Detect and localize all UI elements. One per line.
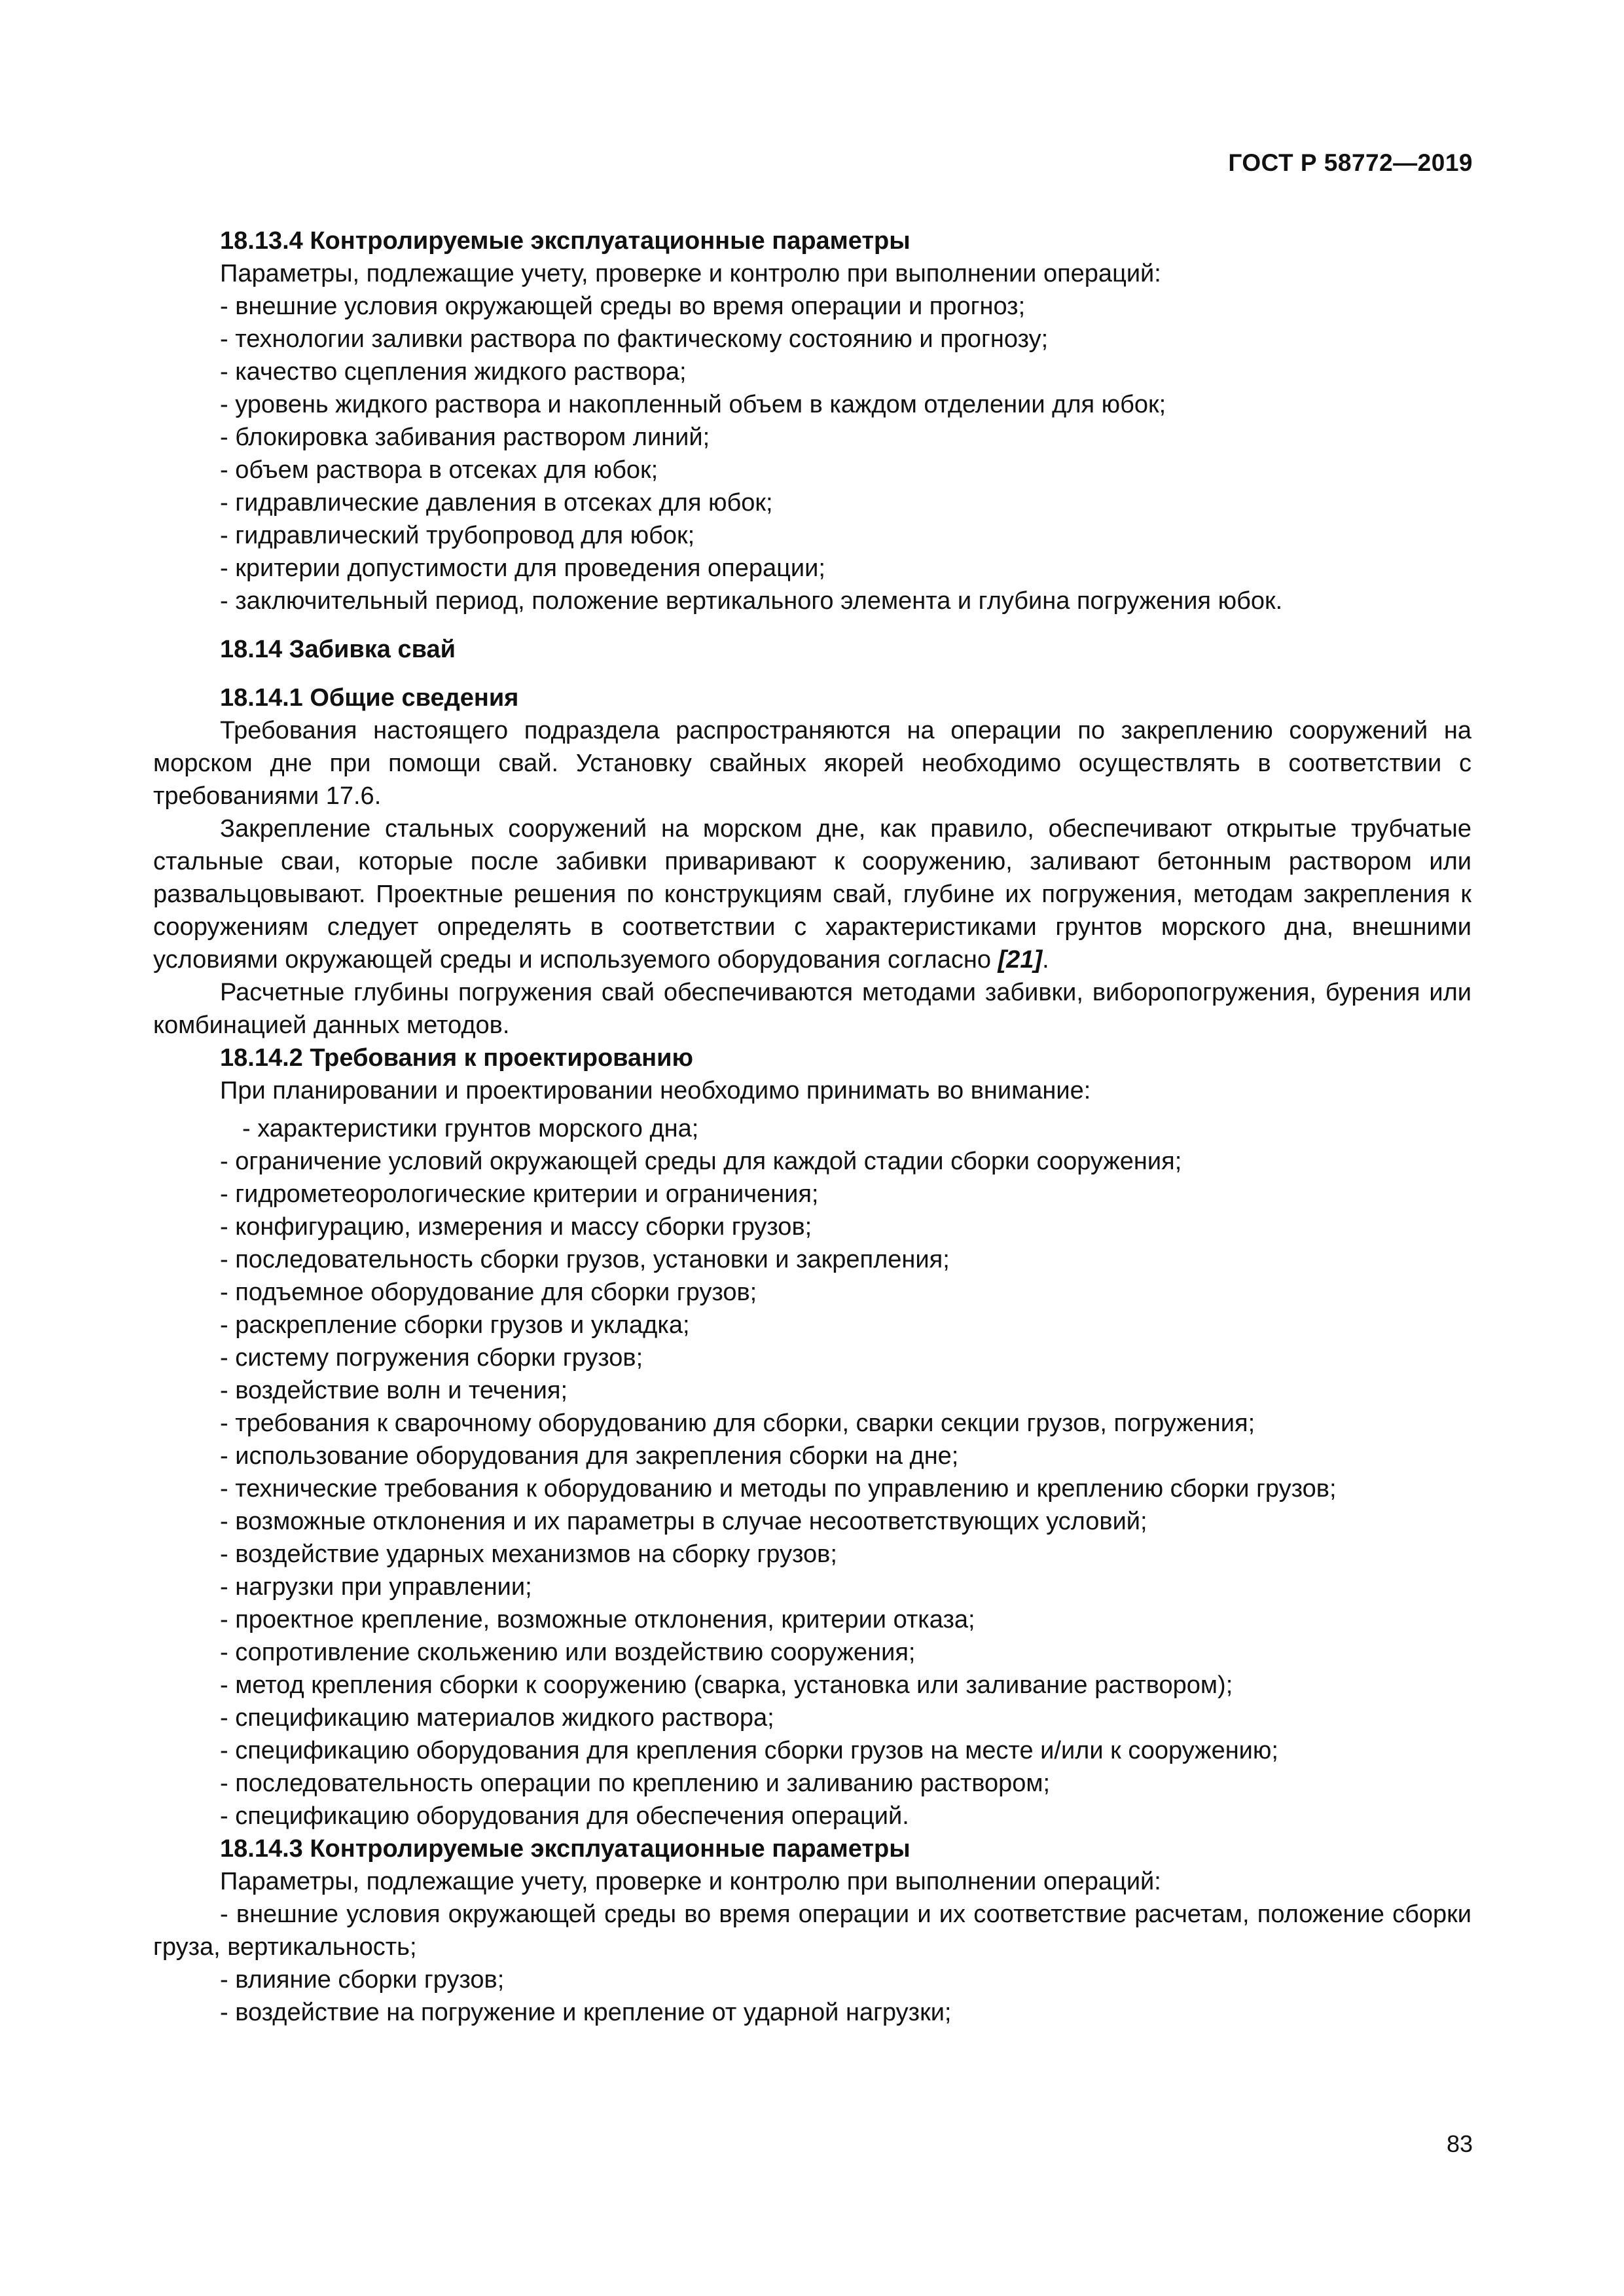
list-item: - возможные отклонения и их параметры в случае несоответствующих условий; — [220, 1508, 1147, 1535]
section-heading-18-14-2: 18.14.2 Требования к проектированию — [220, 1044, 693, 1072]
paragraph — [153, 812, 1471, 976]
document-body — [153, 225, 1471, 2029]
bibliography-reference: [21] — [998, 946, 1043, 974]
paragraph: При планировании и проектировании необходимо принимать во внимание: — [220, 1077, 1091, 1104]
section-heading-18-14: 18.14 Забивка свай — [220, 636, 456, 663]
list-item: - заключительный период, положение вертикального элемента и глубина погружения юбок. — [220, 587, 1283, 615]
paragraph: Расчетные глубины погружения свай обеспечиваются методами забивки, виборопогружения, бурения или комбинацией данных методов. — [153, 979, 1471, 1039]
list-item: - гидравлический трубопровод для юбок; — [220, 522, 695, 549]
list-item: - подъемное оборудование для сборки грузов; — [220, 1279, 757, 1306]
list-item: - блокировка забивания раствором линий; — [220, 424, 710, 451]
list-item: - критерии допустимости для проведения операции; — [220, 555, 825, 582]
list-item: - воздействие ударных механизмов на сборку грузов; — [220, 1540, 837, 1568]
list-item: - гидравлические давления в отсеках для юбок; — [220, 489, 773, 517]
section-heading-18-14-3: 18.14.3 Контролируемые эксплуатационные параметры — [220, 1835, 911, 1863]
paragraph-end: . — [1042, 946, 1049, 974]
list-18-14-2 — [153, 1112, 1471, 1832]
paragraph: Требования настоящего подраздела распространяются на операции по закреплению сооружений на морском дне при помощи свай. Установку свайных якорей необходимо осуществлять в соответствии с требованиями 17.6. — [153, 717, 1471, 810]
list-item: - качество сцепления жидкого раствора; — [220, 358, 687, 386]
list-item: - раскрепление сборки грузов и укладка; — [220, 1311, 690, 1339]
list-item: - уровень жидкого раствора и накопленный объем в каждом отделении для юбок; — [220, 391, 1166, 418]
list-item: - спецификацию материалов жидкого раствора; — [220, 1704, 774, 1732]
paragraph-text: Закрепление стальных сооружений на морском дне, как правило, обеспечивают открытые трубчатые стальные сваи, которые после забивки приваривают к сооружению, заливают бетонным раствором или развальцовывают. Проектные решения по конструкциям свай, глубине их погружения, методам закрепления к сооружениям следует определять в соответствии с характеристиками грунтов морского дна, внешними условиями окружающей среды и используемого оборудования согласно — [153, 815, 1471, 974]
paragraph: Параметры, подлежащие учету, проверке и контролю при выполнении операций: — [220, 260, 1161, 287]
section-heading-18-14-1: 18.14.1 Общие сведения — [220, 684, 519, 712]
page-number: 83 — [1446, 2130, 1473, 2157]
list-item: - сопротивление скольжению или воздействию сооружения; — [220, 1639, 916, 1666]
list-item: - требования к сварочному оборудованию для сборки, сварки секции грузов, погружения; — [220, 1410, 1255, 1437]
list-item: - технологии заливки раствора по фактическому состоянию и прогнозу; — [220, 325, 1049, 353]
list-item: - внешние условия окружающей среды во время операции и прогноз; — [220, 293, 1026, 320]
document-header: ГОСТ Р 58772—2019 — [1228, 149, 1473, 176]
list-item: - спецификацию оборудования для крепления сборки грузов на месте и/или к сооружению; — [220, 1737, 1278, 1764]
list-item: - спецификацию оборудования для обеспечения операций. — [220, 1802, 909, 1830]
paragraph: Параметры, подлежащие учету, проверке и контролю при выполнении операций: — [220, 1868, 1161, 1895]
list-18-13-4 — [153, 290, 1471, 617]
list-item: - систему погружения сборки грузов; — [220, 1344, 643, 1372]
list-item: - использование оборудования для закрепления сборки на дне; — [220, 1442, 959, 1470]
list-item: - гидрометеорологические критерии и ограничения; — [220, 1180, 819, 1208]
list-item: - объем раствора в отсеках для юбок; — [220, 456, 659, 484]
list-item: - воздействие на погружение и крепление от ударной нагрузки; — [220, 1999, 952, 2026]
list-item: - характеристики грунтов морского дна; — [242, 1115, 699, 1142]
section-heading-18-13-4: 18.13.4 Контролируемые эксплуатационные параметры — [220, 227, 911, 255]
list-item: - влияние сборки грузов; — [220, 1966, 505, 1994]
list-item: - метод крепления сборки к сооружению (сварка, установка или заливание раствором); — [220, 1671, 1233, 1699]
list-item: - воздействие волн и течения; — [220, 1377, 568, 1404]
list-item: - проектное крепление, возможные отклонения, критерии отказа; — [220, 1606, 975, 1633]
list-item: - последовательность операции по креплению и заливанию раствором; — [220, 1770, 1051, 1797]
list-item: - последовательность сборки грузов, установки и закрепления; — [220, 1246, 950, 1273]
list-item: - технические требования к оборудованию и методы по управлению и креплению сборки грузов; — [220, 1475, 1337, 1503]
list-item: - нагрузки при управлении; — [220, 1573, 532, 1601]
list-item: - внешние условия окружающей среды во время операции и их соответствие расчетам, положение сборки груза, вертикальность; — [153, 1901, 1471, 1961]
list-item: - ограничение условий окружающей среды для каждой стадии сборки сооружения; — [220, 1148, 1182, 1175]
list-item: - конфигурацию, измерения и массу сборки грузов; — [220, 1213, 812, 1241]
